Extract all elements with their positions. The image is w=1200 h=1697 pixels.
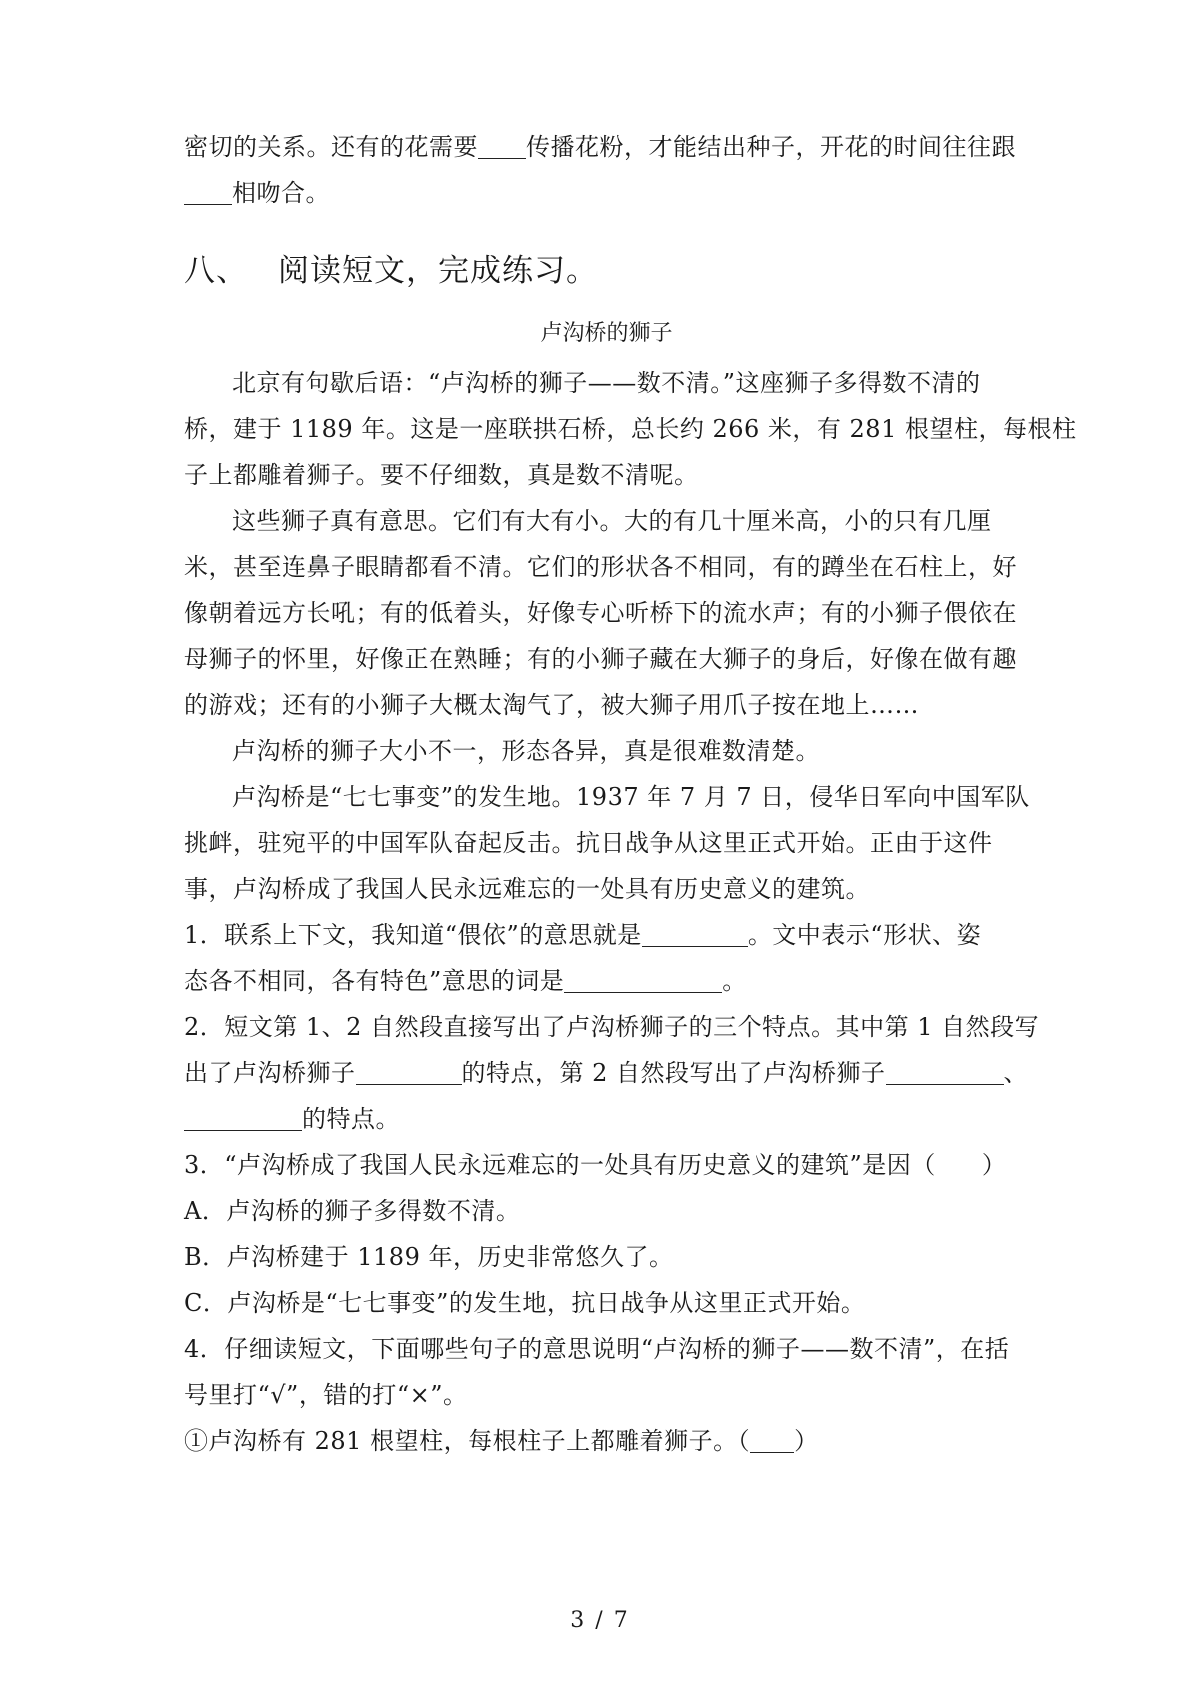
text-span: 出了卢沟桥狮子	[184, 1059, 356, 1087]
question-3-line-1	[184, 1142, 1029, 1188]
article-p4-line-3: 事，卢沟桥成了我国人民永远难忘的一处具有历史意义的建筑。	[184, 875, 870, 903]
question-1-line-2	[184, 958, 1029, 1004]
text-span: ）	[794, 1427, 819, 1455]
article-p2-line-1: 这些狮子真有意思。它们有大有小。大的有几十厘米高，小的只有几厘	[232, 507, 992, 535]
text-span: 3．“卢沟桥成了我国人民永远难忘的一处具有历史意义的建筑”是因（	[184, 1151, 936, 1179]
question-4-item-1	[184, 1418, 1029, 1464]
answer-blank[interactable]	[184, 1104, 302, 1131]
article-title: 卢沟桥的狮子	[540, 321, 673, 346]
text-span: 。文中表示“形状、姿	[747, 921, 982, 949]
answer-blank[interactable]	[642, 920, 748, 947]
text-span: 态各不相同，各有特色”意思的词是	[184, 967, 565, 995]
article-p1-line-2: 桥，建于 1189 年。这是一座联拱石桥，总长约 266 米，有 281 根望柱，每根柱	[184, 415, 1077, 443]
text-span: 。	[722, 967, 747, 995]
intro-line-1	[184, 124, 1029, 170]
article-p4-line-1: 卢沟桥是“七七事变”的发生地。1937 年 7 月 7 日，侵华日军向中国军队	[232, 783, 1030, 811]
text-span: 的特点。	[302, 1105, 400, 1133]
text-span: ）	[981, 1151, 1007, 1179]
answer-blank[interactable]	[750, 1426, 794, 1453]
section-title-text: 阅读短文，完成练习。	[278, 253, 598, 289]
question-2-line-3	[184, 1096, 1029, 1142]
text-span: 1．联系上下文，我知道“偎依”的意思就是	[184, 921, 642, 949]
text-span: 、	[1003, 1059, 1029, 1087]
article-p2-line-4: 母狮子的怀里，好像正在熟睡；有的小狮子藏在大狮子的身后，好像在做有趣	[184, 645, 1017, 673]
answer-blank[interactable]	[184, 178, 232, 205]
text-span: 的特点，第 2 自然段写出了卢沟桥狮子	[461, 1059, 886, 1087]
text-span: 传播花粉，才能结出种子，开花的时间往往跟	[526, 133, 1016, 161]
answer-blank[interactable]	[478, 132, 526, 159]
answer-blank[interactable]	[886, 1058, 1004, 1085]
document-page	[184, 124, 1077, 1464]
article-p2-line-3: 像朝着远方长吼；有的低着头，好像专心听桥下的流水声；有的小狮子偎依在	[184, 599, 1017, 627]
question-4-line-1: 4．仔细读短文，下面哪些句子的意思说明“卢沟桥的狮子——数不清”，在括	[184, 1335, 1010, 1363]
text-span: 密切的关系。还有的花需要	[184, 133, 478, 161]
article-p1-line-3: 子上都雕着狮子。要不仔细数，真是数不清呢。	[184, 461, 699, 489]
question-3-option-a: A．卢沟桥的狮子多得数不清。	[184, 1197, 521, 1225]
article-p2-line-2: 米，甚至连鼻子眼睛都看不清。它们的形状各不相同，有的蹲坐在石柱上，好	[184, 553, 1017, 581]
question-2-line-1: 2．短文第 1、2 自然段直接写出了卢沟桥狮子的三个特点。其中第 1 自然段写	[184, 1013, 1040, 1041]
article-p4-line-2: 挑衅，驻宛平的中国军队奋起反击。抗日战争从这里正式开始。正由于这件	[184, 829, 993, 857]
answer-blank[interactable]	[564, 966, 722, 993]
text-span: ①卢沟桥有 281 根望柱，每根柱子上都雕着狮子。（	[184, 1427, 751, 1455]
article-p1-line-1: 北京有句歇后语：“卢沟桥的狮子——数不清。”这座狮子多得数不清的	[232, 369, 981, 397]
section-number: 八、	[184, 253, 248, 289]
question-4-line-2: 号里打“√”，错的打“×”。	[184, 1381, 468, 1409]
question-2-line-2	[184, 1050, 1029, 1096]
page-number: 3 / 7	[570, 1608, 630, 1633]
text-span: 相吻合。	[232, 179, 330, 207]
intro-line-2	[184, 170, 1029, 216]
section-heading	[184, 248, 1029, 294]
article-p2-line-5: 的游戏；还有的小狮子大概太淘气了，被大狮子用爪子按在地上……	[184, 691, 919, 719]
question-3-option-c: C．卢沟桥是“七七事变”的发生地，抗日战争从这里正式开始。	[184, 1289, 866, 1317]
article-p3-line-1: 卢沟桥的狮子大小不一，形态各异，真是很难数清楚。	[232, 737, 820, 765]
question-3-option-b: B．卢沟桥建于 1189 年，历史非常悠久了。	[184, 1243, 674, 1271]
answer-blank[interactable]	[356, 1058, 462, 1085]
question-1-line-1	[184, 912, 1029, 958]
